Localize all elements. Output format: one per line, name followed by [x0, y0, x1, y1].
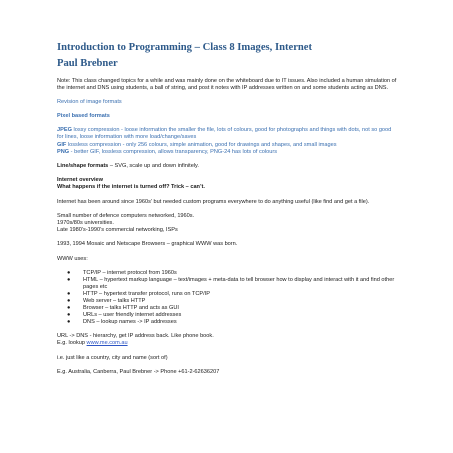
bullet-icon: ● — [67, 319, 71, 326]
url-dns-line: URL -> DNS - hierarchy, get IP address back. Like phone book. — [57, 333, 214, 340]
jpeg-text: lossy compression - loose information the smaller the file, lots of colours, good for photographs and things with dots, not so good for lines, loose information with more load/change/saves — [57, 127, 392, 141]
document-author: Paul Brebner — [57, 58, 118, 69]
mosaic-line: 1993, 1994 Mosaic and Netscape Browsers – graphical WWW was born. — [57, 241, 238, 248]
example-line: E.g. Australia, Canberra, Paul Brebner -> Phone +61-2-62636207 — [57, 368, 220, 375]
history-line-1: Small number of defence computers networked, 1960s. — [57, 213, 195, 220]
bullet-icon: ● — [67, 312, 71, 319]
line-shape-label: Line/shape formats — [57, 162, 109, 169]
note-paragraph: Note: This class changed topics for a while and was mainly done on the whiteboard due to IT issues. Also included a human simulation of the internet and DNS using students, a ball of string, and post it notes with IP addresses written on and some students acting as DNS. — [57, 78, 397, 92]
lookup-line — [57, 340, 397, 347]
png-text: - better GIF, lossless compression, allows transparency, PNG-24 has lots of colours — [69, 148, 278, 155]
gif-paragraph — [57, 142, 397, 149]
jpeg-paragraph — [57, 127, 397, 141]
history-line-2: 1970s/80s universities. — [57, 220, 114, 227]
gif-text: lossless compression - only 256 colours, simple animation, good for drawings and shapes, and small images — [66, 141, 337, 148]
www-uses-heading: WWW uses: — [57, 255, 88, 262]
bullet-icon: ● — [67, 297, 71, 304]
internet-paragraph: Internet has been around since 1960s’ but needed custom programs everywhere to do anything useful (like find and get a file). — [57, 199, 370, 206]
document-title: Introduction to Programming – Class 8 Images, Internet — [57, 42, 313, 53]
www-uses-list — [57, 270, 397, 327]
list-item: ● Browser – talks HTTP and acts as GUI — [67, 305, 179, 312]
lookup-link[interactable]: www.me.com.au — [86, 340, 128, 347]
list-item: ● DNS – lookup names -> IP addresses — [67, 319, 177, 326]
ie-line: i.e. just like a country, city and name (sort of) — [57, 354, 168, 361]
pixel-formats-heading: Pixel based formats — [57, 113, 110, 120]
png-label: PNG — [57, 148, 70, 155]
internet-question: What happens if the internet is turned off? Trick – can’t. — [57, 183, 205, 190]
list-item: ● TCP/IP – internet protocol from 1960s — [67, 269, 177, 276]
bullet-icon: ● — [67, 276, 71, 283]
document-page — [57, 41, 397, 376]
list-item: ● HTTP – hypertext transfer protocol, runs on TCP/IP — [67, 290, 210, 297]
list-item: ● HTML – hypertext markup language – text/images + meta-data to tell browser how to display and interact with it and find other pages etc — [67, 276, 395, 290]
bullet-icon: ● — [67, 269, 71, 276]
line-shape-paragraph — [57, 163, 397, 170]
jpeg-label: JPEG — [57, 127, 72, 134]
line-shape-text: – SVG, scale up and down infinitely. — [108, 162, 199, 169]
internet-overview-heading: Internet overview — [57, 176, 104, 183]
gif-label: GIF — [57, 141, 67, 148]
revision-heading: Revision of image formats — [57, 99, 122, 106]
history-line-3: Late 1980’s-1990’s commercial networking, ISPs — [57, 227, 178, 234]
list-item: ● Web server – talks HTTP — [67, 297, 146, 304]
png-paragraph — [57, 149, 397, 156]
bullet-icon: ● — [67, 290, 71, 297]
lookup-prefix: E.g. lookup — [57, 340, 87, 347]
list-item: ● URLs – user friendly internet addresses — [67, 312, 182, 319]
bullet-icon: ● — [67, 305, 71, 312]
